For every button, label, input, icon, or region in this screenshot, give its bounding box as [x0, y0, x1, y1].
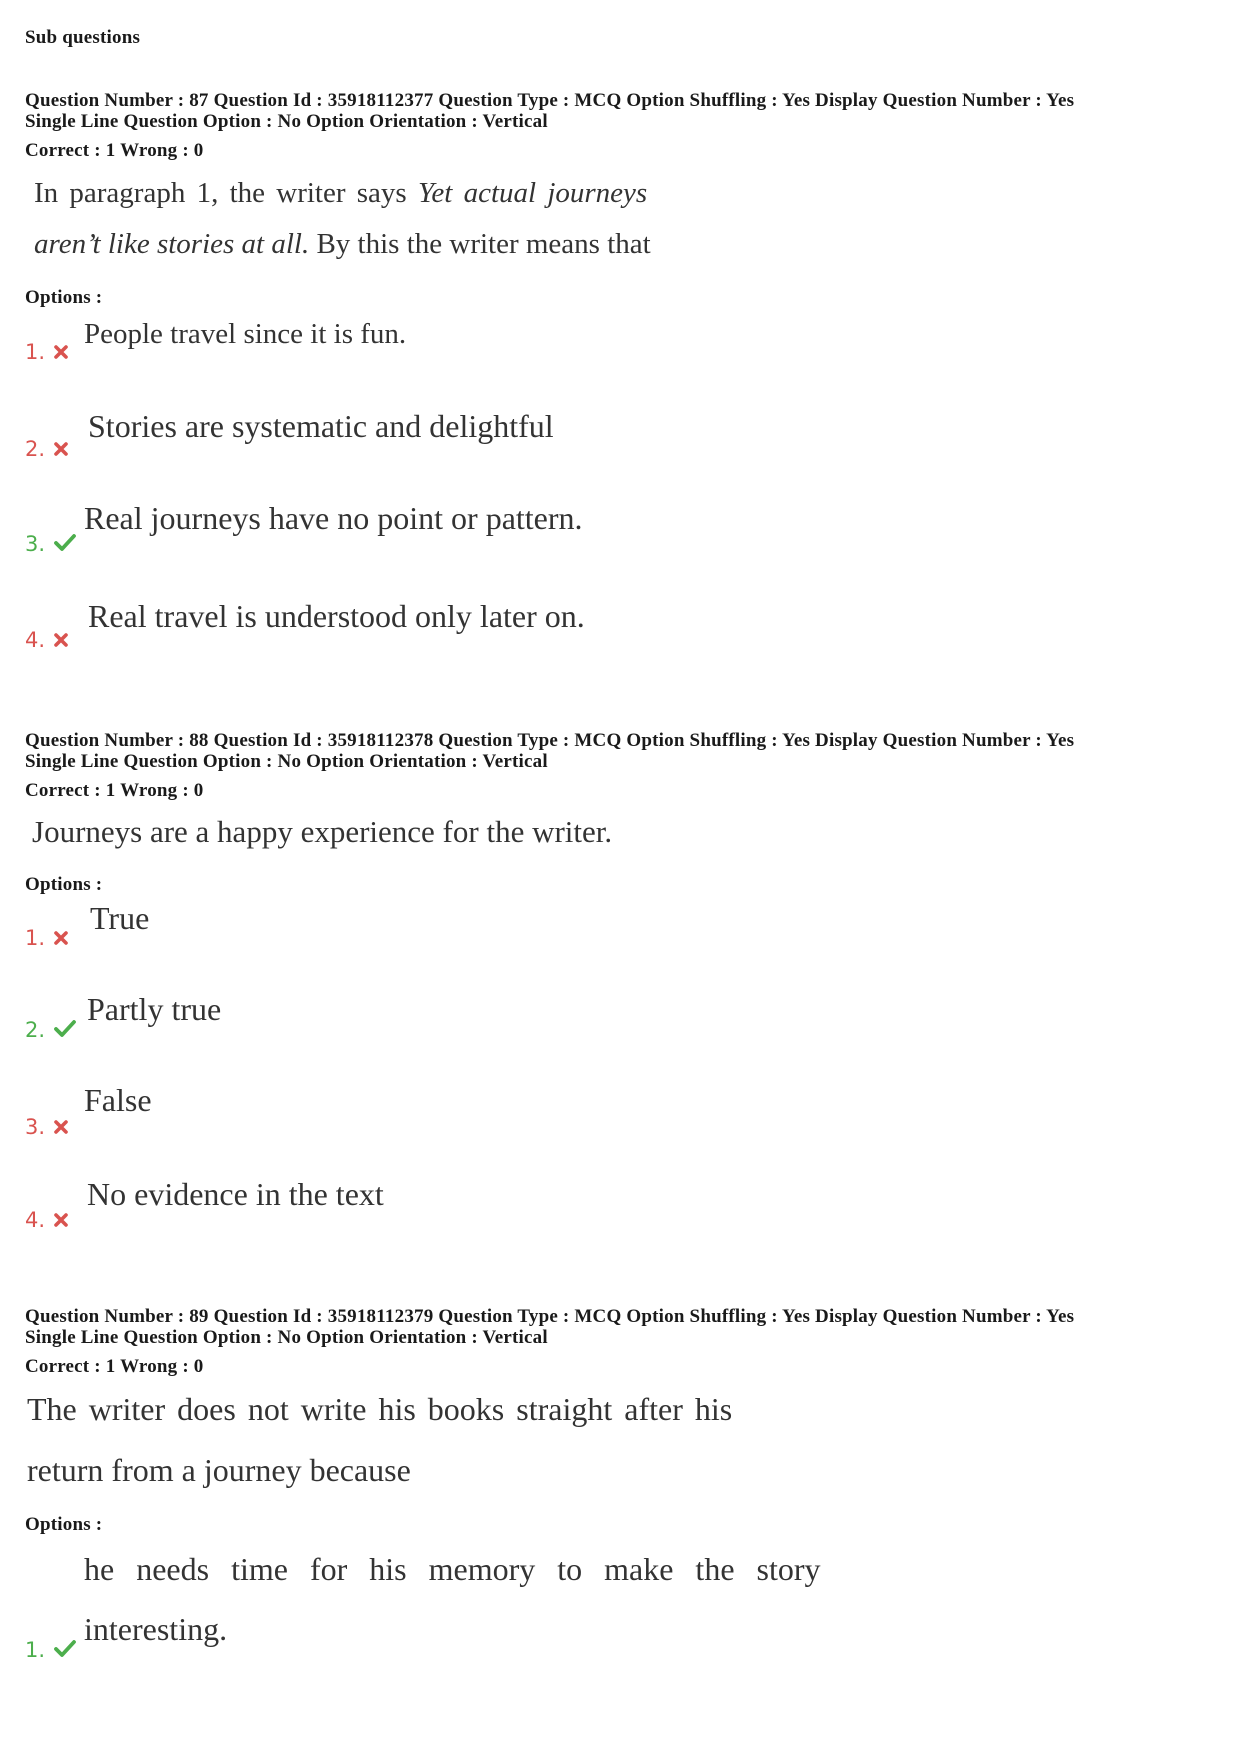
question-text: The writer does not write his books straight after his	[27, 1391, 733, 1427]
option-number: 3.	[25, 532, 46, 556]
option-text[interactable]: False	[84, 1082, 152, 1118]
marks-line: Correct : 1 Wrong : 0	[25, 140, 204, 161]
option-marker	[25, 628, 69, 653]
question-meta-line: Single Line Question Option : No Option Orientation : Vertical	[25, 111, 548, 132]
question-text-italic: Yet actual journeys	[417, 177, 648, 209]
check-icon	[53, 1019, 77, 1044]
check-icon	[53, 533, 77, 558]
cross-icon	[53, 629, 69, 653]
question-meta-line: Single Line Question Option : No Option Orientation : Vertical	[25, 1327, 548, 1348]
question-text	[34, 177, 647, 210]
options-label: Options :	[25, 874, 103, 895]
option-marker	[25, 437, 69, 462]
question-meta-line: Single Line Question Option : No Option Orientation : Vertical	[25, 751, 548, 772]
option-text[interactable]: Real travel is understood only later on.	[88, 598, 585, 634]
option-number: 2.	[25, 1018, 46, 1042]
marks-line: Correct : 1 Wrong : 0	[25, 1356, 204, 1377]
option-text[interactable]: interesting.	[84, 1611, 228, 1647]
option-text[interactable]: No evidence in the text	[87, 1176, 384, 1212]
option-marker	[25, 1115, 69, 1140]
option-text[interactable]: Stories are systematic and delightful	[88, 408, 554, 444]
question-meta-line: Question Number : 89 Question Id : 35918112379 Question Type : MCQ Option Shuffling : Yes Display Question Number : Yes	[25, 1306, 1075, 1327]
cross-icon	[53, 341, 69, 365]
option-number: 1.	[25, 340, 46, 364]
check-icon	[53, 1639, 77, 1664]
option-number: 1.	[25, 1638, 46, 1662]
option-marker	[25, 340, 69, 365]
question-text-part: By this the writer means that	[309, 228, 651, 260]
question-text-italic: aren’t like stories at all.	[34, 228, 310, 260]
option-number: 4.	[25, 1208, 46, 1232]
option-marker	[25, 926, 69, 951]
question-text-part: In paragraph 1, the writer says	[34, 177, 418, 209]
option-marker	[25, 1638, 77, 1664]
options-label: Options :	[25, 1514, 103, 1535]
question-text: return from a journey because	[27, 1452, 411, 1488]
option-number: 3.	[25, 1115, 46, 1139]
option-text[interactable]: People travel since it is fun.	[84, 318, 407, 350]
option-text[interactable]: he needs time for his memory to make the story	[84, 1551, 821, 1587]
question-meta-line: Question Number : 88 Question Id : 35918112378 Question Type : MCQ Option Shuffling : Yes Display Question Number : Yes	[25, 730, 1075, 751]
option-text[interactable]: Real journeys have no point or pattern.	[84, 500, 583, 536]
option-marker	[25, 532, 77, 558]
option-marker	[25, 1018, 77, 1044]
page-heading: Sub questions	[25, 27, 141, 48]
option-number: 4.	[25, 628, 46, 652]
option-number: 1.	[25, 926, 46, 950]
cross-icon	[53, 1116, 69, 1140]
options-label: Options :	[25, 287, 103, 308]
option-text[interactable]: Partly true	[87, 991, 222, 1027]
option-text[interactable]: True	[90, 900, 150, 936]
cross-icon	[53, 438, 69, 462]
question-meta-line: Question Number : 87 Question Id : 35918112377 Question Type : MCQ Option Shuffling : Yes Display Question Number : Yes	[25, 90, 1075, 111]
marks-line: Correct : 1 Wrong : 0	[25, 780, 204, 801]
question-text	[34, 228, 651, 261]
option-number: 2.	[25, 437, 46, 461]
cross-icon	[53, 1209, 69, 1233]
option-marker	[25, 1208, 69, 1233]
cross-icon	[53, 927, 69, 951]
question-text: Journeys are a happy experience for the writer.	[32, 814, 613, 849]
